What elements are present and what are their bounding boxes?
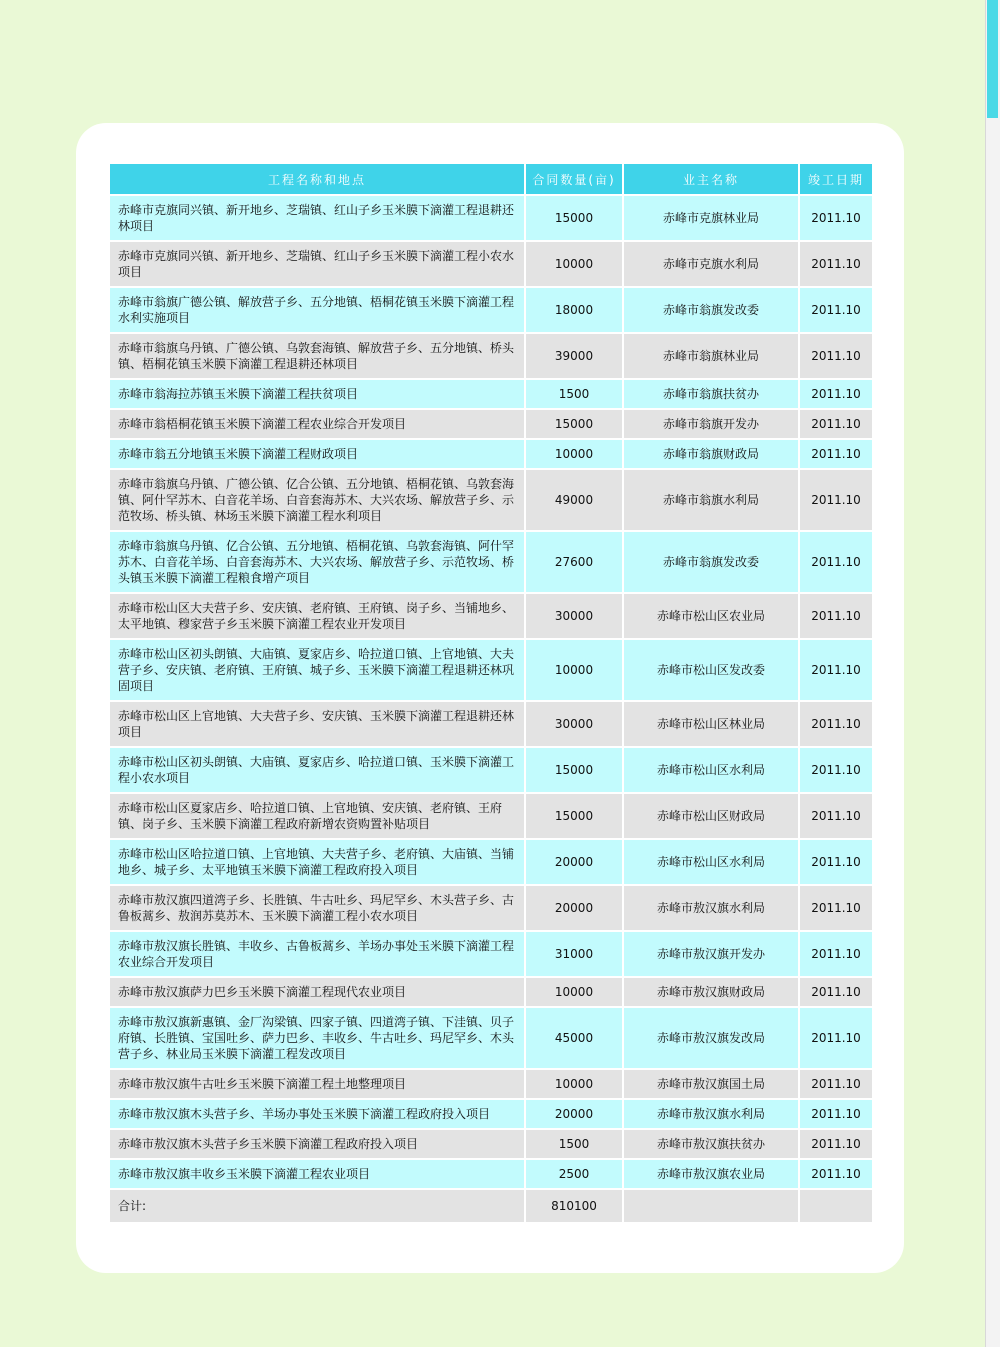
project-name-cell: 赤峰市敖汉旗丰收乡玉米膜下滴灌工程农业项目 [109,1159,525,1189]
header-contract-amount: 合同数量(亩) [525,163,623,195]
table-row [109,593,873,639]
completion-date-cell: 2011.10 [799,1069,873,1099]
completion-date-cell: 2011.10 [799,747,873,793]
owner-name-cell: 赤峰市松山区发改委 [623,639,799,701]
project-name-cell: 赤峰市松山区初头朗镇、大庙镇、夏家店乡、哈拉道口镇、上官地镇、大夫营子乡、安庆镇、老府镇、王府镇、城子乡、玉米膜下滴灌工程退耕还林巩固项目 [109,639,525,701]
project-name-cell: 赤峰市敖汉旗萨力巴乡玉米膜下滴灌工程现代农业项目 [109,977,525,1007]
table-row [109,931,873,977]
table-row [109,639,873,701]
contract-amount-cell: 31000 [525,931,623,977]
contract-amount-cell: 15000 [525,409,623,439]
table-row [109,531,873,593]
contract-amount-cell: 10000 [525,439,623,469]
project-name-cell: 赤峰市翁梧桐花镇玉米膜下滴灌工程农业综合开发项目 [109,409,525,439]
table-row [109,195,873,241]
completion-date-cell: 2011.10 [799,977,873,1007]
project-name-cell: 赤峰市翁旗乌丹镇、亿合公镇、五分地镇、梧桐花镇、乌敦套海镇、阿什罕苏木、白音花羊场、白音套海苏木、大兴农场、解放营子乡、示范牧场、桥头镇玉米膜下滴灌工程粮食增产项目 [109,531,525,593]
table-row [109,977,873,1007]
total-label-cell: 合计: [109,1189,525,1223]
completion-date-cell: 2011.10 [799,409,873,439]
table-row [109,701,873,747]
contract-amount-cell: 10000 [525,639,623,701]
project-name-cell: 赤峰市松山区大夫营子乡、安庆镇、老府镇、王府镇、岗子乡、当铺地乡、太平地镇、穆家营子乡玉米膜下滴灌工程农业开发项目 [109,593,525,639]
table-row [109,1007,873,1069]
contract-amount-cell: 39000 [525,333,623,379]
owner-name-cell: 赤峰市翁旗发改委 [623,531,799,593]
contract-amount-cell: 30000 [525,593,623,639]
table-row [109,747,873,793]
table-body [109,195,873,1223]
contract-amount-cell: 2500 [525,1159,623,1189]
completion-date-cell: 2011.10 [799,839,873,885]
project-name-cell: 赤峰市松山区初头朗镇、大庙镇、夏家店乡、哈拉道口镇、玉米膜下滴灌工程小农水项目 [109,747,525,793]
contract-amount-cell: 49000 [525,469,623,531]
completion-date-cell: 2011.10 [799,639,873,701]
owner-name-cell: 赤峰市敖汉旗财政局 [623,977,799,1007]
contract-amount-cell: 45000 [525,1007,623,1069]
project-name-cell: 赤峰市敖汉旗四道湾子乡、长胜镇、牛古吐乡、玛尼罕乡、木头营子乡、古鲁板蒿乡、敖润苏莫苏木、玉米膜下滴灌工程小农水项目 [109,885,525,931]
contract-amount-cell: 30000 [525,701,623,747]
owner-name-cell: 赤峰市松山区农业局 [623,593,799,639]
completion-date-cell: 2011.10 [799,379,873,409]
owner-name-cell: 赤峰市敖汉旗扶贫办 [623,1129,799,1159]
table-row [109,287,873,333]
owner-name-cell: 赤峰市敖汉旗水利局 [623,885,799,931]
completion-date-cell: 2011.10 [799,287,873,333]
project-name-cell: 赤峰市翁海拉苏镇玉米膜下滴灌工程扶贫项目 [109,379,525,409]
table-row [109,839,873,885]
owner-name-cell: 赤峰市翁旗水利局 [623,469,799,531]
table-row [109,241,873,287]
contract-amount-cell: 20000 [525,839,623,885]
project-name-cell: 赤峰市翁五分地镇玉米膜下滴灌工程财政项目 [109,439,525,469]
table-row [109,379,873,409]
owner-name-cell: 赤峰市松山区水利局 [623,839,799,885]
project-name-cell: 赤峰市敖汉旗牛古吐乡玉米膜下滴灌工程土地整理项目 [109,1069,525,1099]
completion-date-cell: 2011.10 [799,333,873,379]
project-name-cell: 赤峰市翁旗广德公镇、解放营子乡、五分地镇、梧桐花镇玉米膜下滴灌工程水利实施项目 [109,287,525,333]
total-row [109,1189,873,1223]
completion-date-cell: 2011.10 [799,1007,873,1069]
owner-name-cell: 赤峰市松山区林业局 [623,701,799,747]
completion-date-cell: 2011.10 [799,241,873,287]
project-name-cell: 赤峰市克旗同兴镇、新开地乡、芝瑞镇、红山子乡玉米膜下滴灌工程小农水项目 [109,241,525,287]
owner-name-cell: 赤峰市克旗林业局 [623,195,799,241]
contract-amount-cell: 10000 [525,241,623,287]
owner-name-cell: 赤峰市敖汉旗水利局 [623,1099,799,1129]
project-name-cell: 赤峰市克旗同兴镇、新开地乡、芝瑞镇、红山子乡玉米膜下滴灌工程退耕还林项目 [109,195,525,241]
completion-date-cell: 2011.10 [799,439,873,469]
project-name-cell: 赤峰市松山区哈拉道口镇、上官地镇、大夫营子乡、老府镇、大庙镇、当铺地乡、城子乡、太平地镇玉米膜下滴灌工程政府投入项目 [109,839,525,885]
contract-amount-cell: 1500 [525,379,623,409]
contract-amount-cell: 15000 [525,195,623,241]
project-name-cell: 赤峰市翁旗乌丹镇、广德公镇、亿合公镇、五分地镇、梧桐花镇、乌敦套海镇、阿什罕苏木、白音花羊场、白音套海苏木、大兴农场、解放营子乡、示范牧场、桥头镇、林场玉米膜下滴灌工程水利项目 [109,469,525,531]
completion-date-cell: 2011.10 [799,593,873,639]
owner-name-cell: 赤峰市敖汉旗开发办 [623,931,799,977]
table-header-row [109,163,873,195]
page-edge-strip [985,0,1000,1347]
project-name-cell: 赤峰市松山区上官地镇、大夫营子乡、安庆镇、玉米膜下滴灌工程退耕还林项目 [109,701,525,747]
table-row [109,409,873,439]
completion-date-cell: 2011.10 [799,885,873,931]
table-row [109,1159,873,1189]
header-project-name: 工程名称和地点 [109,163,525,195]
table-row [109,333,873,379]
contract-amount-cell: 20000 [525,885,623,931]
project-name-cell: 赤峰市敖汉旗木头营子乡玉米膜下滴灌工程政府投入项目 [109,1129,525,1159]
owner-name-cell: 赤峰市克旗水利局 [623,241,799,287]
completion-date-cell: 2011.10 [799,1129,873,1159]
owner-name-cell: 赤峰市敖汉旗农业局 [623,1159,799,1189]
total-date-cell [799,1189,873,1223]
completion-date-cell: 2011.10 [799,931,873,977]
header-owner-name: 业主名称 [623,163,799,195]
total-owner-cell [623,1189,799,1223]
contract-amount-cell: 18000 [525,287,623,333]
contract-amount-cell: 15000 [525,747,623,793]
completion-date-cell: 2011.10 [799,469,873,531]
owner-name-cell: 赤峰市翁旗发改委 [623,287,799,333]
contract-amount-cell: 10000 [525,1069,623,1099]
project-name-cell: 赤峰市翁旗乌丹镇、广德公镇、乌敦套海镇、解放营子乡、五分地镇、桥头镇、梧桐花镇玉米膜下滴灌工程退耕还林项目 [109,333,525,379]
owner-name-cell: 赤峰市翁旗扶贫办 [623,379,799,409]
table-row [109,439,873,469]
owner-name-cell: 赤峰市翁旗开发办 [623,409,799,439]
completion-date-cell: 2011.10 [799,195,873,241]
table-row [109,469,873,531]
owner-name-cell: 赤峰市松山区水利局 [623,747,799,793]
project-name-cell: 赤峰市敖汉旗新惠镇、金厂沟梁镇、四家子镇、四道湾子镇、下洼镇、贝子府镇、长胜镇、宝国吐乡、萨力巴乡、丰收乡、牛古吐乡、玛尼罕乡、木头营子乡、林业局玉米膜下滴灌工程发改项目 [109,1007,525,1069]
contract-amount-cell: 27600 [525,531,623,593]
table-row [109,1099,873,1129]
total-amount-cell: 810100 [525,1189,623,1223]
table-row [109,793,873,839]
contract-amount-cell: 20000 [525,1099,623,1129]
owner-name-cell: 赤峰市翁旗财政局 [623,439,799,469]
project-name-cell: 赤峰市敖汉旗长胜镇、丰收乡、古鲁板蒿乡、羊场办事处玉米膜下滴灌工程农业综合开发项目 [109,931,525,977]
completion-date-cell: 2011.10 [799,531,873,593]
completion-date-cell: 2011.10 [799,793,873,839]
owner-name-cell: 赤峰市翁旗林业局 [623,333,799,379]
completion-date-cell: 2011.10 [799,1099,873,1129]
owner-name-cell: 赤峰市敖汉旗发改局 [623,1007,799,1069]
owner-name-cell: 赤峰市松山区财政局 [623,793,799,839]
projects-table [108,162,874,1224]
project-name-cell: 赤峰市松山区夏家店乡、哈拉道口镇、上官地镇、安庆镇、老府镇、王府镇、岗子乡、玉米膜下滴灌工程政府新增农资购置补贴项目 [109,793,525,839]
contract-amount-cell: 1500 [525,1129,623,1159]
completion-date-cell: 2011.10 [799,1159,873,1189]
table-row [109,885,873,931]
completion-date-cell: 2011.10 [799,701,873,747]
contract-amount-cell: 10000 [525,977,623,1007]
contract-amount-cell: 15000 [525,793,623,839]
table-row [109,1129,873,1159]
table-row [109,1069,873,1099]
project-name-cell: 赤峰市敖汉旗木头营子乡、羊场办事处玉米膜下滴灌工程政府投入项目 [109,1099,525,1129]
owner-name-cell: 赤峰市敖汉旗国土局 [623,1069,799,1099]
edge-accent-tab [987,0,998,118]
header-completion-date: 竣工日期 [799,163,873,195]
